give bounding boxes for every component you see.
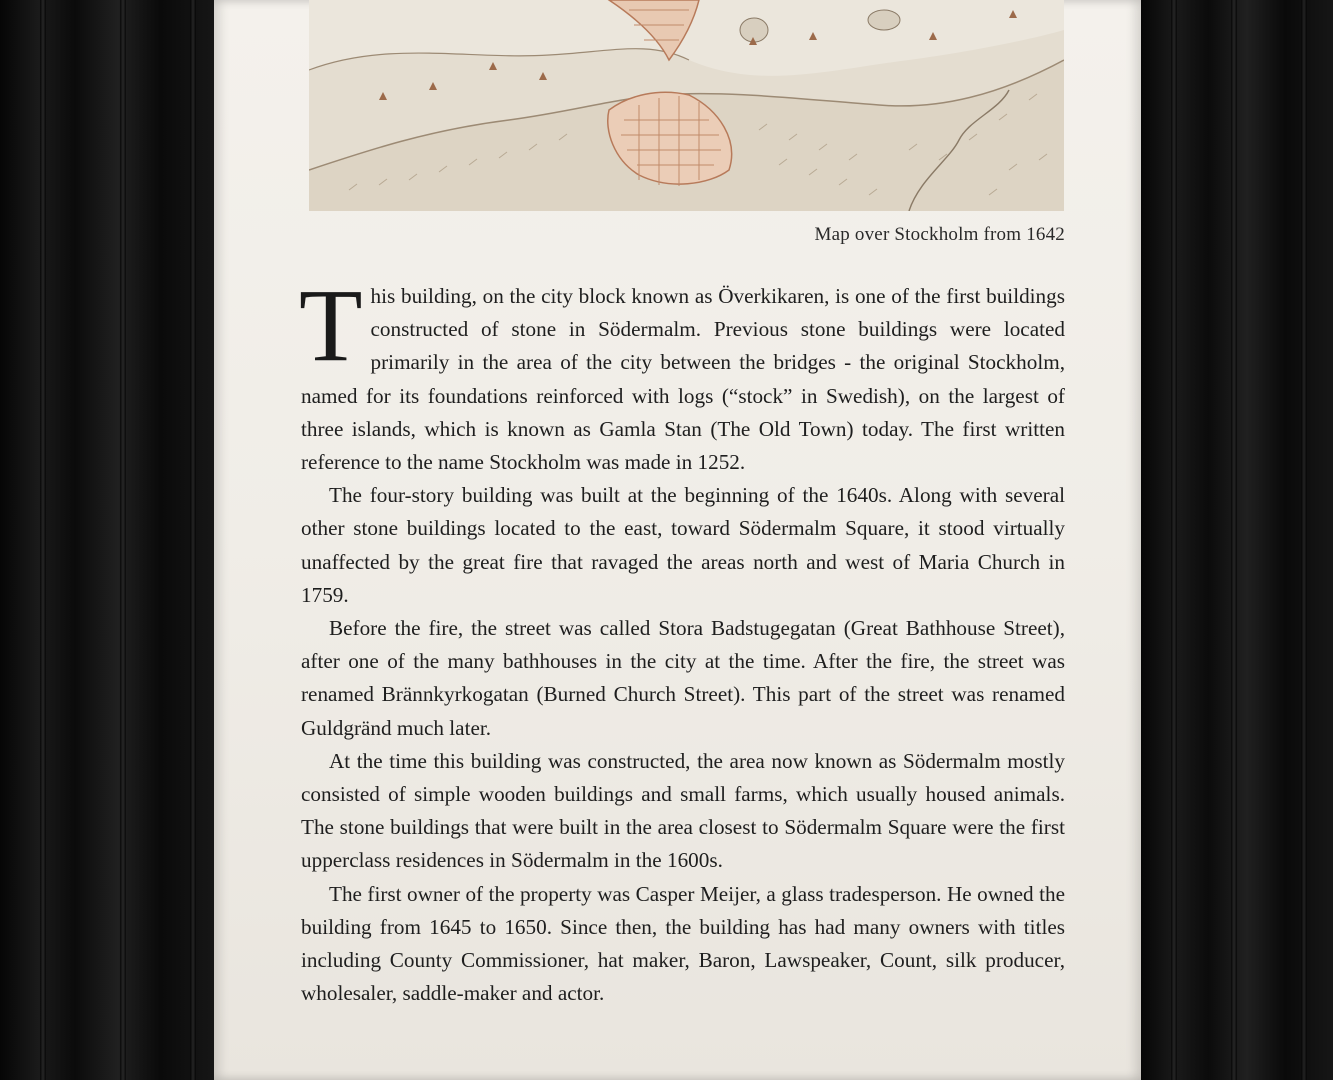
paragraph-1-text: his building, on the city block known as Överkikaren, is one of the first buildings constructed of stone in Södermalm. Previous stone buildings were located primarily in the area of the city between the bridges - the original Stockholm, named for its foundations reinforced with logs (“stock” in Swedish), on the largest of three islands, which is known as Gamla Stan (The Old Town) today. The first written reference to the name Stockholm was made in 1252. bbox=[301, 284, 1065, 475]
frame-groove bbox=[190, 0, 196, 1080]
historic-map-illustration bbox=[309, 0, 1064, 211]
left-frame bbox=[0, 0, 214, 1080]
paragraph-2: The four-story building was built at the beginning of the 1640s. Along with several other stone buildings located to the east, toward Södermalm Square, it stood virtually unaffected by the great fire that ravaged the areas north and west of Maria Church in 1759. bbox=[301, 483, 1065, 607]
drop-cap: T bbox=[299, 268, 363, 383]
information-sign bbox=[214, 0, 1141, 1080]
paragraph-4: At the time this building was constructed, the area now known as Södermalm mostly consisted of simple wooden buildings and small farms, which usually housed animals. The stone buildings that were built in the area closest to Södermalm Square were the first upperclass residences in Södermalm in the 1600s. bbox=[301, 748, 1065, 873]
paragraph-5: The first owner of the property was Casper Meijer, a glass tradesperson. He owned the building from 1645 to 1650. Since then, the building has had many owners with titles including County Commissioner, hat maker, Baron, Lawspeaker, Count, silk producer, wholesaler, saddle-maker and actor. bbox=[301, 881, 1065, 1006]
right-frame bbox=[1141, 0, 1333, 1080]
frame-groove bbox=[1171, 0, 1177, 1080]
frame-groove bbox=[40, 0, 46, 1080]
frame-groove bbox=[120, 0, 126, 1080]
map-caption: Map over Stockholm from 1642 bbox=[814, 224, 1065, 245]
history-text bbox=[299, 268, 1065, 1010]
frame-groove bbox=[1231, 0, 1237, 1080]
paragraph-1 bbox=[299, 268, 1065, 479]
map-drawing bbox=[309, 0, 1064, 211]
paragraph-3: Before the fire, the street was called Stora Badstugegatan (Great Bathhouse Street), after one of the many bathhouses in the city at the time. After the fire, the street was renamed Brännkyrkogatan (Burned Church Street). This part of the street was renamed Guldgränd much later. bbox=[301, 616, 1065, 740]
frame-groove bbox=[1301, 0, 1307, 1080]
